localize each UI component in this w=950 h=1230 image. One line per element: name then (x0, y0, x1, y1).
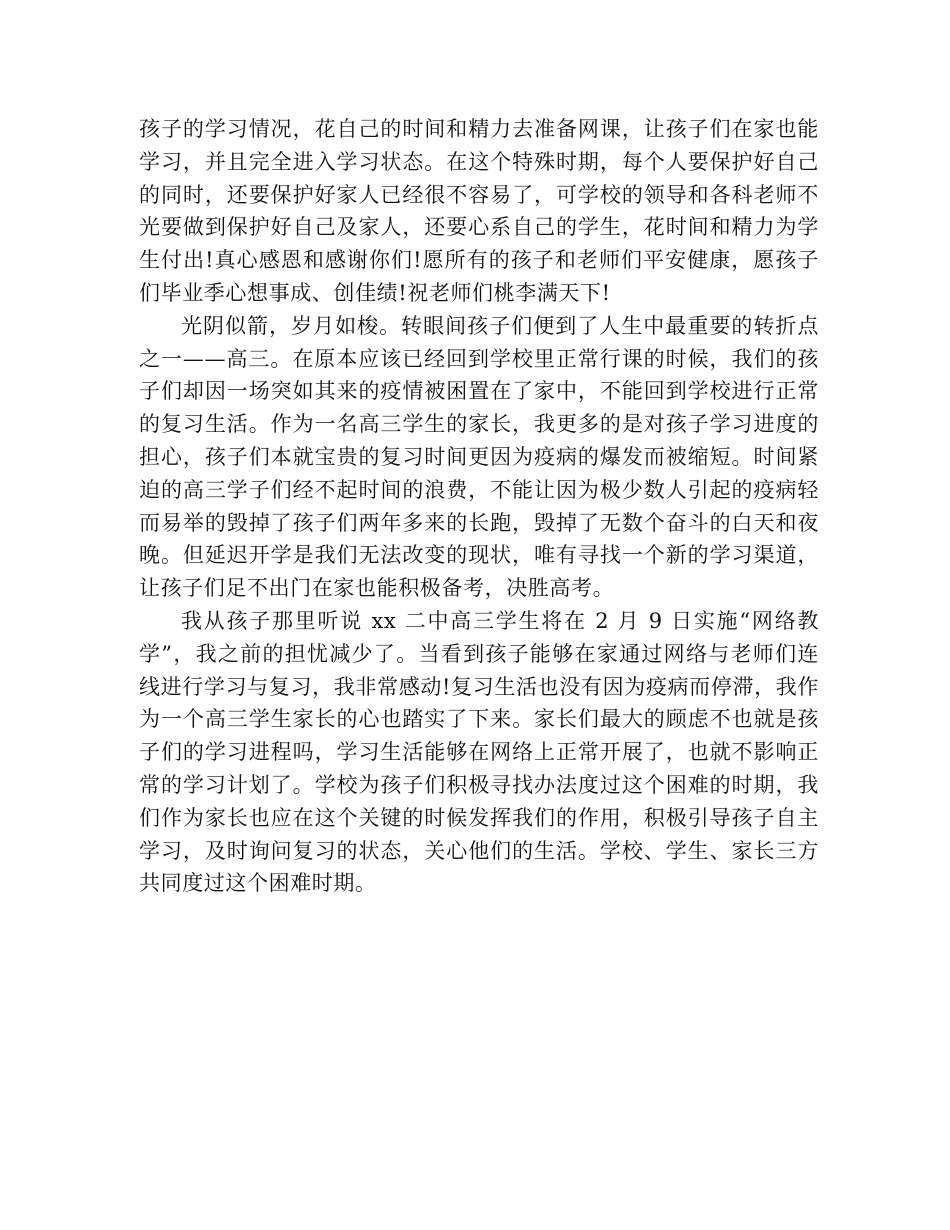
document-body (139, 113, 819, 900)
paragraph-senior-year: 光阴似箭，岁月如梭。转眼间孩子们便到了人生中最重要的转折点之一——高三。在原本应该已经回到学校里正常行课的时候，我们的孩子们却因一场突如其来的疫情被困置在了家中，不能回到学校进行正常的复习生活。作为一名高三学生的家长，我更多的是对孩子学习进度的担心，孩子们本就宝贵的复习时间更因为疫病的爆发而被缩短。时间紧迫的高三学子们经不起时间的浪费，不能让因为极少数人引起的疫病轻而易举的毁掉了孩子们两年多来的长跑，毁掉了无数个奋斗的白天和夜晚。但延迟开学是我们无法改变的现状，唯有寻找一个新的学习渠道，让孩子们足不出门在家也能积极备考，决胜高考。 (139, 313, 819, 601)
paragraph-continued: 孩子的学习情况，花自己的时间和精力去准备网课，让孩子们在家也能学习，并且完全进入学习状态。在这个特殊时期，每个人要保护好自己的同时，还要保护好家人已经很不容易了，可学校的领导和各科老师不光要做到保护好自己及家人，还要心系自己的学生，花时间和精力为学生付出!真心感恩和感谢你们!愿所有的孩子和老师们平安健康，愿孩子们毕业季心想事成、创佳绩!祝老师们桃李满天下! (139, 117, 819, 305)
paragraph-online-teaching: 我从孩子那里听说 xx 二中高三学生将在 2 月 9 日实施“网络教学”，我之前的担忧减少了。当看到孩子能够在家通过网络与老师们连线进行学习与复习，我非常感动!复习生活也没有因为疫病而停滞，我作为一个高三学生家长的心也踏实了下来。家长们最大的顾虑不也就是孩子们的学习进程吗，学习生活能够在网络上正常开展了，也就不影响正常的学习计划了。学校为孩子们积极寻找办法度过这个困难的时期，我们作为家长也应在这个关键的时候发挥我们的作用，积极引导孩子自主学习，及时询问复习的状态，关心他们的生活。学校、学生、家长三方共同度过这个困难时期。 (139, 608, 819, 896)
